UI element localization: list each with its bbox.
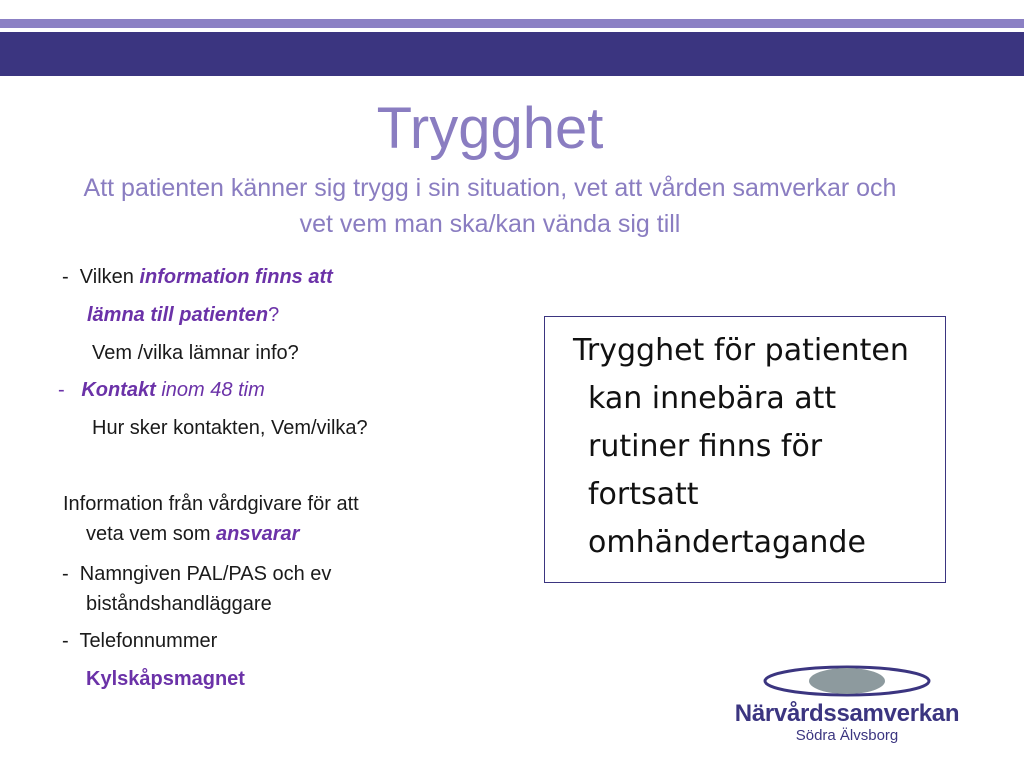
slide-title: Trygghet xyxy=(376,96,604,161)
question-2-sub: Hur sker kontakten, Vem/vilka? xyxy=(92,417,368,439)
question-1-emphasis-a: information finns att xyxy=(139,266,333,288)
question-2-emphasis: Kontakt xyxy=(81,379,156,401)
list-item-1-cont: biståndshandläggare xyxy=(86,593,272,615)
question-2-dash: - xyxy=(58,379,65,401)
list-item-2 xyxy=(62,628,217,654)
question-2-rest: inom 48 tim xyxy=(161,379,265,401)
magnet-label: Kylskåpsmagnet xyxy=(86,668,245,690)
question-1-prefix: Vilken xyxy=(79,266,134,288)
callout-text xyxy=(573,327,956,567)
info-line-2-prefix: veta vem som xyxy=(86,523,211,545)
logo-subtitle: Södra Älvsborg xyxy=(795,727,899,744)
list-item-2-text: Telefonnummer xyxy=(79,630,218,652)
callout-box xyxy=(544,316,946,583)
logo-ellipses-icon xyxy=(762,664,932,698)
question-2 xyxy=(58,377,265,403)
question-1-cont xyxy=(87,302,279,328)
question-1-sub: Vem /vilka lämnar info? xyxy=(92,342,299,364)
info-line-2-emphasis: ansvarar xyxy=(216,523,300,545)
question-1-qmark: ? xyxy=(268,304,280,326)
question-1-emphasis-b: lämna till patienten xyxy=(87,304,269,326)
callout-line-1: Trygghet för patienten xyxy=(573,333,909,368)
organization-logo xyxy=(712,664,982,744)
callout-line-2: kan innebära att xyxy=(588,381,837,416)
info-line-1: Information från vårdgivare för att xyxy=(63,493,359,515)
list-item-1 xyxy=(62,561,331,587)
list-item-2-dash: - xyxy=(62,630,69,652)
question-1 xyxy=(62,264,333,290)
list-item-1-text: Namngiven PAL/PAS och ev xyxy=(79,563,332,585)
slide-subtitle: Att patienten känner sig trygg i sin situation, vet att vården samverkar och vet vem man ska/kan vända sig till xyxy=(83,174,897,238)
logo-name: Närvårdssamverkan xyxy=(734,700,960,727)
callout-line-4: fortsatt xyxy=(588,477,699,512)
list-item-1-dash: - xyxy=(62,563,69,585)
callout-line-5: omhändertagande xyxy=(588,525,866,560)
header-band-thick xyxy=(0,32,1024,76)
header-band-thin xyxy=(0,19,1024,28)
question-1-dash: - xyxy=(62,266,69,288)
info-line-2 xyxy=(86,521,299,547)
callout-line-3: rutiner finns för xyxy=(588,429,823,464)
